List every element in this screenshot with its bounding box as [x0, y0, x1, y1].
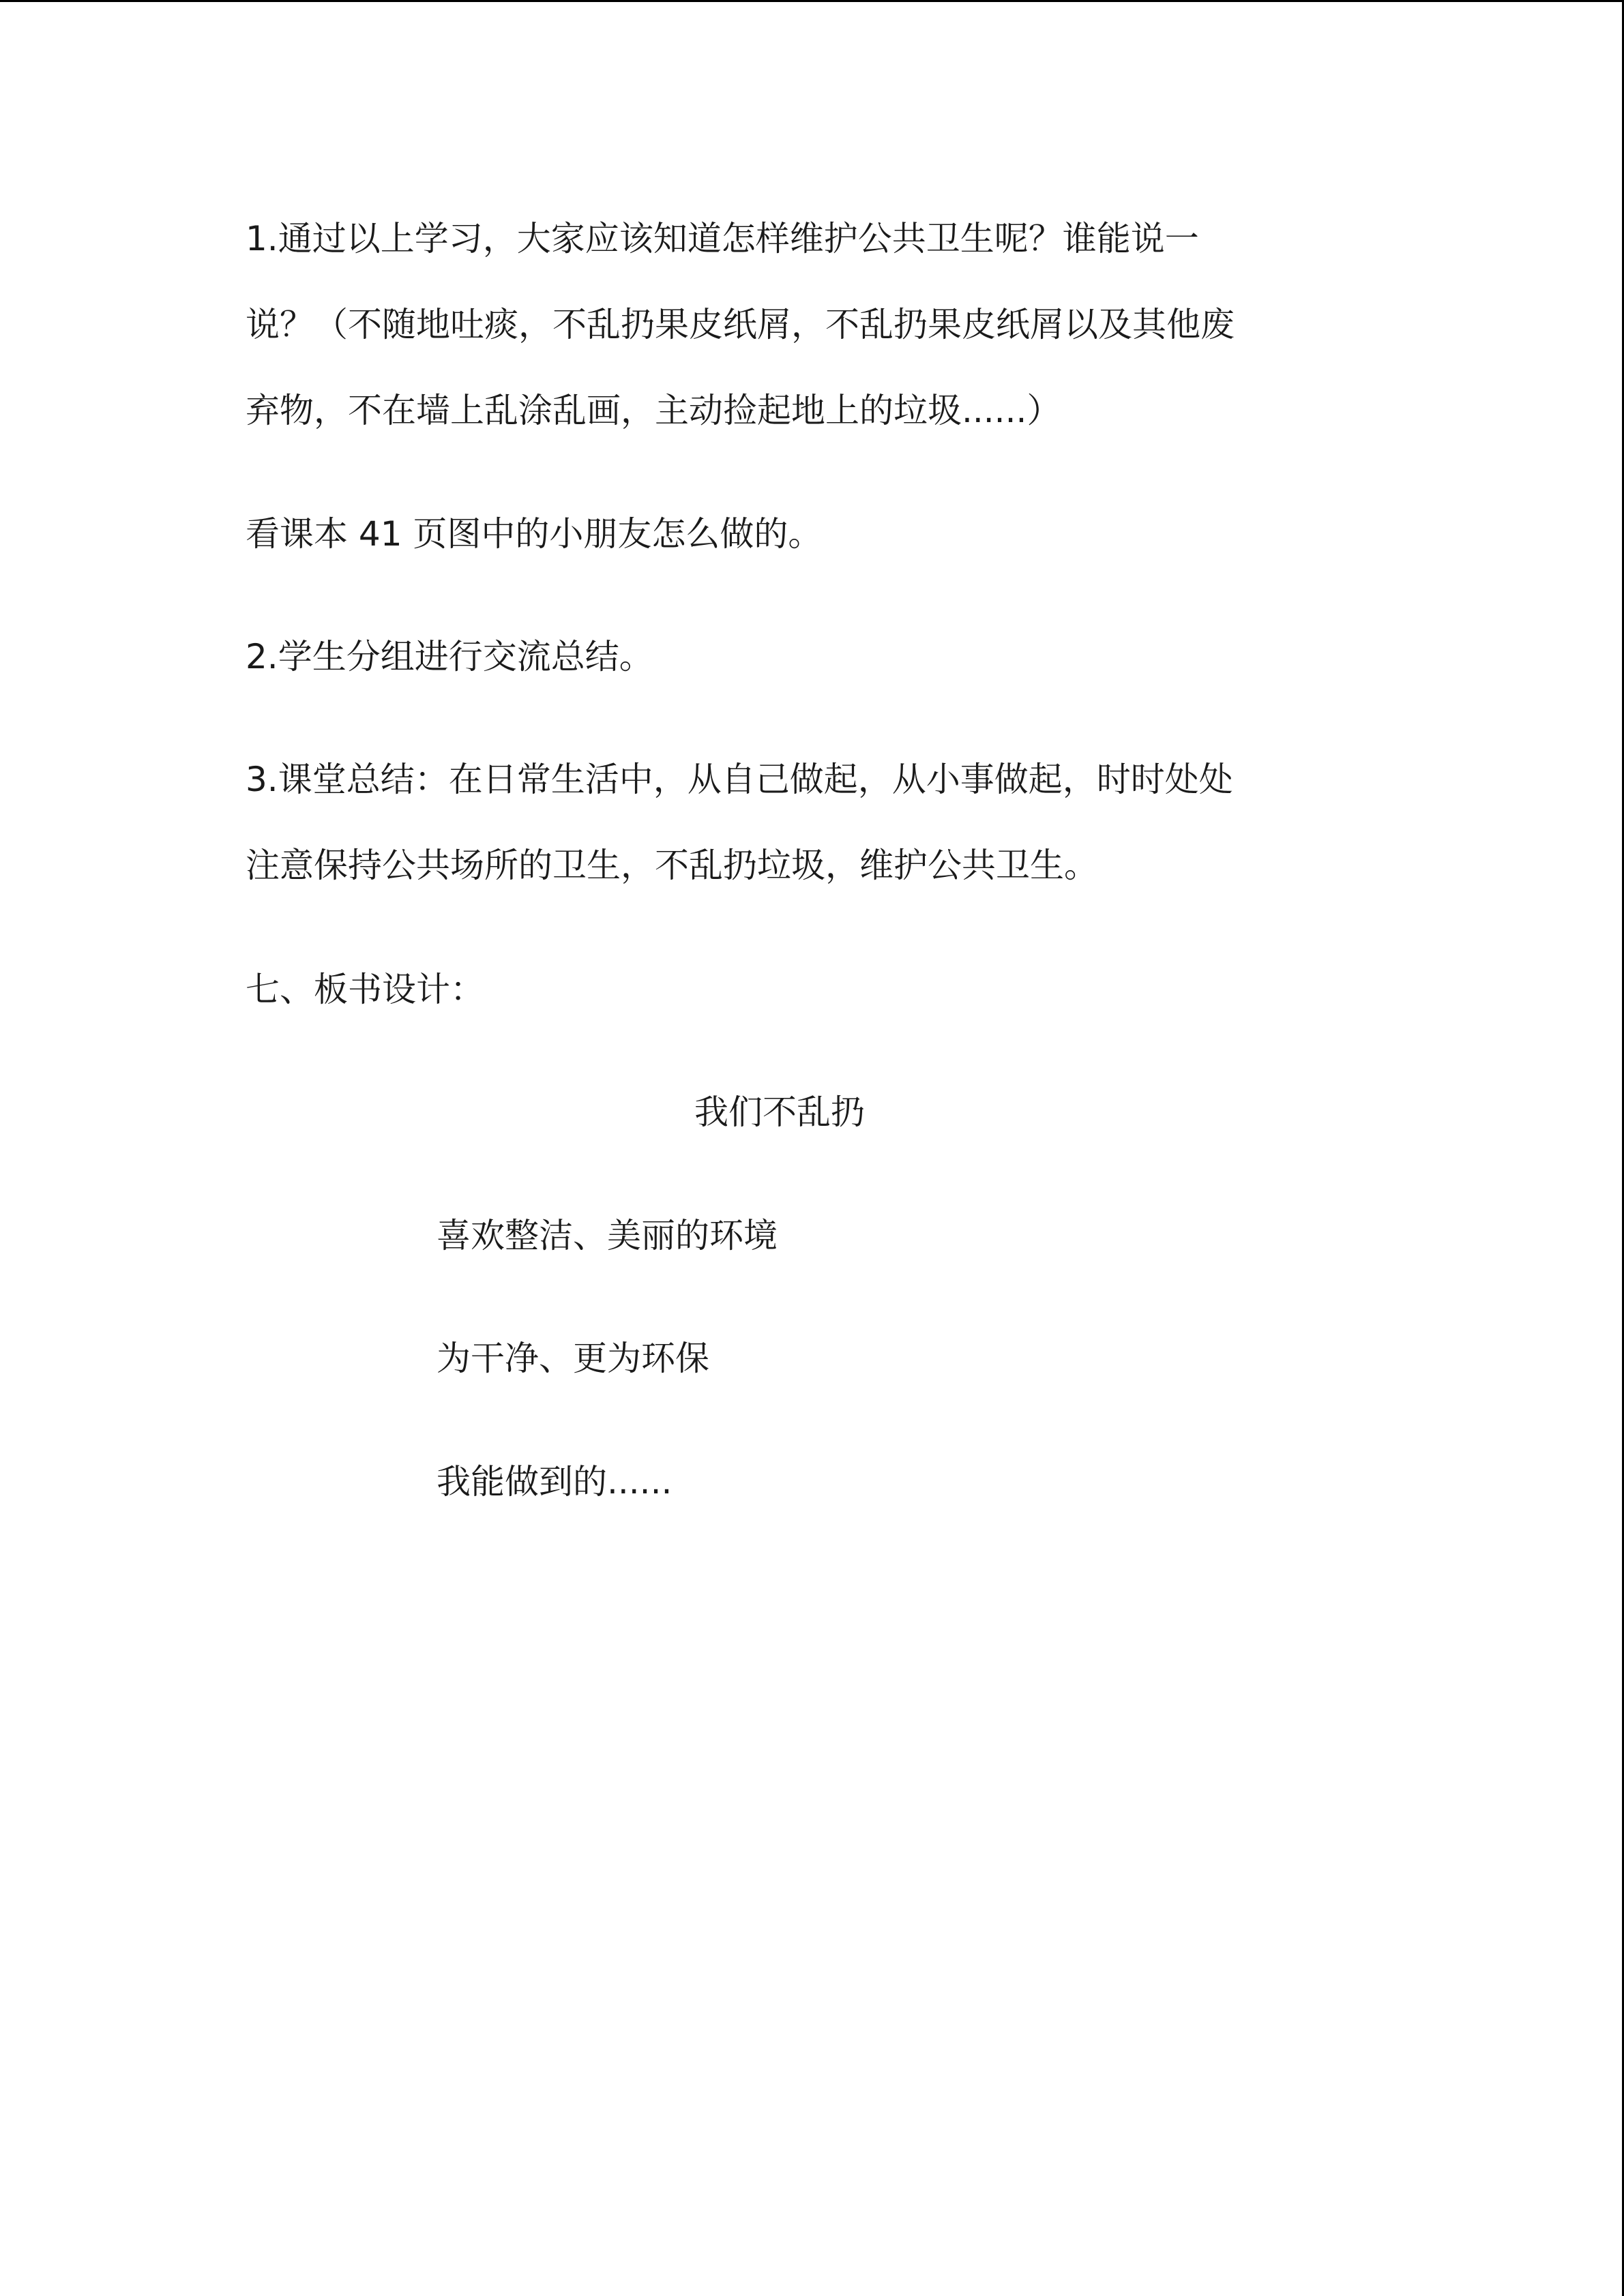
paragraph-1-line-2: 说？（不随地吐痰，不乱扔果皮纸屑，不乱扔果皮纸屑以及其他废: [246, 305, 1235, 344]
board-design-title: 我们不乱扔: [694, 1092, 865, 1132]
paragraph-4-line-2: 注意保持公共场所的卫生，不乱扔垃圾，维护公共卫生。: [246, 846, 1098, 885]
board-design-item-1: 喜欢整洁、美丽的环境: [437, 1216, 778, 1255]
paragraph-3: 2.学生分组进行交流总结。: [246, 637, 653, 676]
board-design-item-2: 为干净、更为环保: [437, 1339, 709, 1378]
paragraph-2: 看课本 41 页图中的小朋友怎么做的。: [246, 514, 823, 554]
paragraph-1-line-1: 1.通过以上学习，大家应该知道怎样维护公共卫生呢？谁能说一: [246, 219, 1199, 258]
paragraph-1-line-3: 弃物，不在墙上乱涂乱画，主动捡起地上的垃圾......）: [246, 391, 1061, 430]
section-heading: 七、板书设计：: [246, 970, 484, 1009]
paragraph-4-line-1: 3.课堂总结：在日常生活中，从自己做起，从小事做起，时时处处: [246, 760, 1233, 799]
board-design-item-3: 我能做到的......: [437, 1462, 673, 1502]
